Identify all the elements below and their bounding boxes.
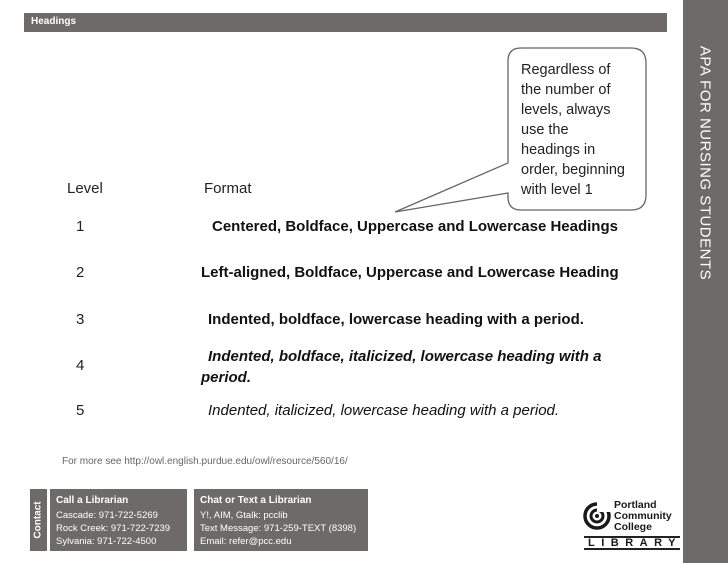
callout-text	[521, 60, 641, 200]
format-description: Indented, boldface, italicized, lowercase heading with a	[208, 348, 602, 365]
chat-handle: Y!, AIM, Gtalk: pcclib	[200, 510, 288, 521]
level-number: 5	[76, 402, 85, 419]
callout-line: headings in	[521, 142, 596, 158]
level-column-header: Level	[67, 180, 103, 197]
level-number: 2	[76, 264, 85, 281]
sidebar-title: APA FOR NURSING STUDENTS	[696, 45, 714, 281]
format-description: Centered, Boldface, Uppercase and Lowercase Headings	[212, 218, 618, 235]
pcc-logo-icon	[583, 500, 611, 532]
callout-line: Regardless of	[521, 62, 611, 78]
callout-line: use the	[521, 122, 569, 138]
level-number: 1	[76, 218, 85, 235]
chat-librarian-box	[194, 489, 368, 551]
format-description: Indented, italicized, lowercase heading with a period.	[208, 402, 560, 419]
reference-link[interactable]: For more see http://owl.english.purdue.edu/owl/resource/560/16/	[62, 456, 348, 467]
format-description-continued: period.	[201, 369, 252, 386]
callout-line: the number of	[521, 82, 611, 98]
callout-line: levels, always	[521, 102, 611, 118]
callout-line: with level 1	[521, 182, 593, 198]
email-address[interactable]: Email: refer@pcc.edu	[200, 536, 292, 547]
level-number: 4	[76, 357, 85, 374]
phone-sylvania: Sylvania: 971-722-4500	[56, 536, 157, 547]
text-message-number: Text Message: 971-259-TEXT (8398)	[200, 523, 357, 534]
page-title: Headings	[31, 16, 77, 27]
call-librarian-box	[50, 489, 187, 551]
library-wordmark: LIBRARY	[588, 537, 682, 549]
chat-librarian-title: Chat or Text a Librarian	[200, 495, 312, 506]
call-librarian-title: Call a Librarian	[56, 495, 129, 506]
format-column-header: Format	[204, 180, 252, 197]
logo-word: College	[614, 521, 652, 533]
level-number: 3	[76, 311, 85, 328]
logo-word: Community	[614, 510, 672, 522]
phone-rock-creek: Rock Creek: 971-722-7239	[56, 523, 171, 534]
phone-cascade: Cascade: 971-722-5269	[56, 510, 158, 521]
format-description: Left-aligned, Boldface, Uppercase and Lowercase Heading	[201, 264, 619, 281]
logo-word: Portland	[614, 499, 657, 511]
contact-label: Contact	[32, 501, 44, 539]
college-name	[614, 500, 672, 533]
callout-line: order, beginning	[521, 162, 625, 178]
format-description: Indented, boldface, lowercase heading with a period.	[208, 311, 584, 328]
